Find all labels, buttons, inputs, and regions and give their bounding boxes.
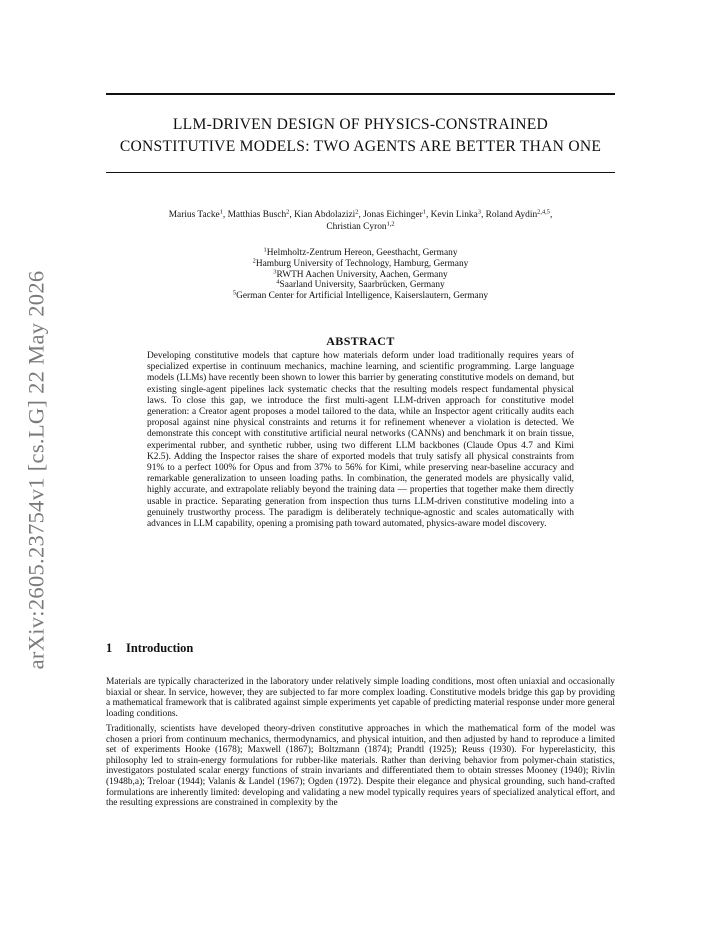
title-bottom-rule <box>106 172 615 173</box>
affiliation-item: $^2$Hamburg University of Technology, Hamburg, Germany <box>252 257 469 269</box>
author-name: Marius Tacke <box>168 210 220 220</box>
author-affil-mark: 1,2 <box>386 220 395 227</box>
author-affil-mark: 2 <box>355 208 359 216</box>
author-affil-mark: 1 <box>422 208 426 216</box>
author-name: Roland Aydin <box>485 210 538 220</box>
arxiv-identifier <box>14 258 58 682</box>
title-line-2: CONSTITUTIVE MODELS: TWO AGENTS ARE BETTER THAN ONE <box>119 138 602 155</box>
author-name: Jonas Eichinger <box>363 210 423 220</box>
title-line-1: LLM-DRIVEN DESIGN OF PHYSICS-CONSTRAINED <box>172 116 549 133</box>
section-heading <box>106 641 615 656</box>
body-paragraph-2: Traditionally, scientists have developed theory-driven constitutive approaches in which the mathematical form of the model was chosen a priori from continuum mechanics, thermodynamics, and physical intuition, and then adjusted by hand to reproduce a limited set of experiments Hooke (1678); Maxwell (1867); Boltzmann (1874); Prandtl (1925); Reuss (1930). For hyperelasticity, this philosophy led to strain-energy formulations for rubber-like materials. Rather than deriving behavior from polymer-chain statistics, investigators postulated scalar energy functions of strain invariants and differentiated them to obtain stresses Mooney (1940); Rivlin (1948b,a); Treloar (1944); Valanis & Landel (1967); Ogden (1972). Despite their elegance and physical grounding, such hand-crafted formulations are inherently limited: developing and validating a new model typically requires years of specialized analytical effort, and the resulting expressions are constrained in complexity by the <box>106 724 615 809</box>
paper-title <box>106 114 615 158</box>
body-paragraph-1: Materials are typically characterized in the laboratory under relatively simple loading conditions, most often uniaxial and occasionally biaxial or shear. In service, however, they are subjected to far more complex loading. Constitutive models bridge this gap by providing a mathematical framework that is calibrated against simple experiments yet capable of predicting material response under more general loading conditions. <box>106 677 615 719</box>
author-affil-mark: 1 <box>219 208 223 216</box>
section-number: 1 <box>106 641 113 655</box>
affiliation-item: $^4$Saarland University, Saarbrücken, Germany <box>276 278 445 291</box>
abstract-text: Developing constitutive models that capture how materials deform under load traditionally requires years of specialized expertise in continuum mechanics, machine learning, and scientific programming. Large language models (LLMs) have recently been shown to lower this barrier by generating constitutive models on demand, but existing single-agent pipelines lack systematic checks that the resulting models respect fundamental physical laws. To close this gap, we introduce the first multi-agent LLM-driven approach for constitutive model generation: a Creator agent proposes a model tailored to the data, while an Inspector agent critically audits each proposal against nine physical constraints and returns it for refinement whenever a violation is detected. We demonstrate this concept with constitutive artificial neural networks (CANNs) and benchmark it on brain tissue, experimental rubber, and synthetic rubber, using two different LLM backbones (Claude Opus 4.7 and Kimi K2.5). Adding the Inspector raises the share of exported models that truly satisfy all physical constraints from 91% to a perfect 100% for Opus and from 37% to 56% for Kimi, while preserving near-baseline accuracy and remarkable generalization to unseen loading paths. In combination, the generated models are physically valid, highly accurate, and extrapolate reliably beyond the training data — properties that together make them directly usable in practice. Separating generation from inspection thus turns LLM-driven constitutive modeling into a genuinely trustworthy process. The paradigm is deliberately technique-agnostic and scales automatically with advances in LLM capability, opening a promising path toward automated, physics-aware model discovery. <box>147 351 574 530</box>
author-name: Kian Abdolazizi <box>294 210 356 220</box>
affiliation-item: $^5$German Center for Artificial Intelligence, Kaiserslautern, Germany <box>232 289 489 302</box>
affiliation-item: $^3$RWTH Aachen University, Aachen, Germany <box>273 268 448 280</box>
arxiv-identifier-text: arXiv:2605.23754v1 [cs.LG] 22 May 2026 <box>23 270 48 670</box>
section-title: Introduction <box>126 641 194 655</box>
author-name: Christian Cyron <box>326 221 387 232</box>
author-list: Marius Tacke$^1$, Matthias Busch$^2$, Kian Abdolazizi$^2$, Jonas Eichinger$^1$, Kevin Linka$^3$, Roland Aydin$^{2,4,5}$, Christian Cyron$^{1,2}$ <box>168 208 553 232</box>
affiliation-item: $^1$Helmholtz-Zentrum Hereon, Geesthacht, Germany <box>263 246 458 258</box>
author-affil-mark: 2,4,5 <box>537 208 550 216</box>
affiliation-list <box>106 248 615 302</box>
author-name: Kevin Linka <box>430 210 478 220</box>
abstract-heading: ABSTRACT <box>326 334 395 348</box>
author-affil-mark: 2 <box>286 208 290 216</box>
author-affil-mark: 3 <box>477 208 481 216</box>
author-name: Matthias Busch <box>227 210 287 220</box>
title-top-rule <box>106 93 615 95</box>
